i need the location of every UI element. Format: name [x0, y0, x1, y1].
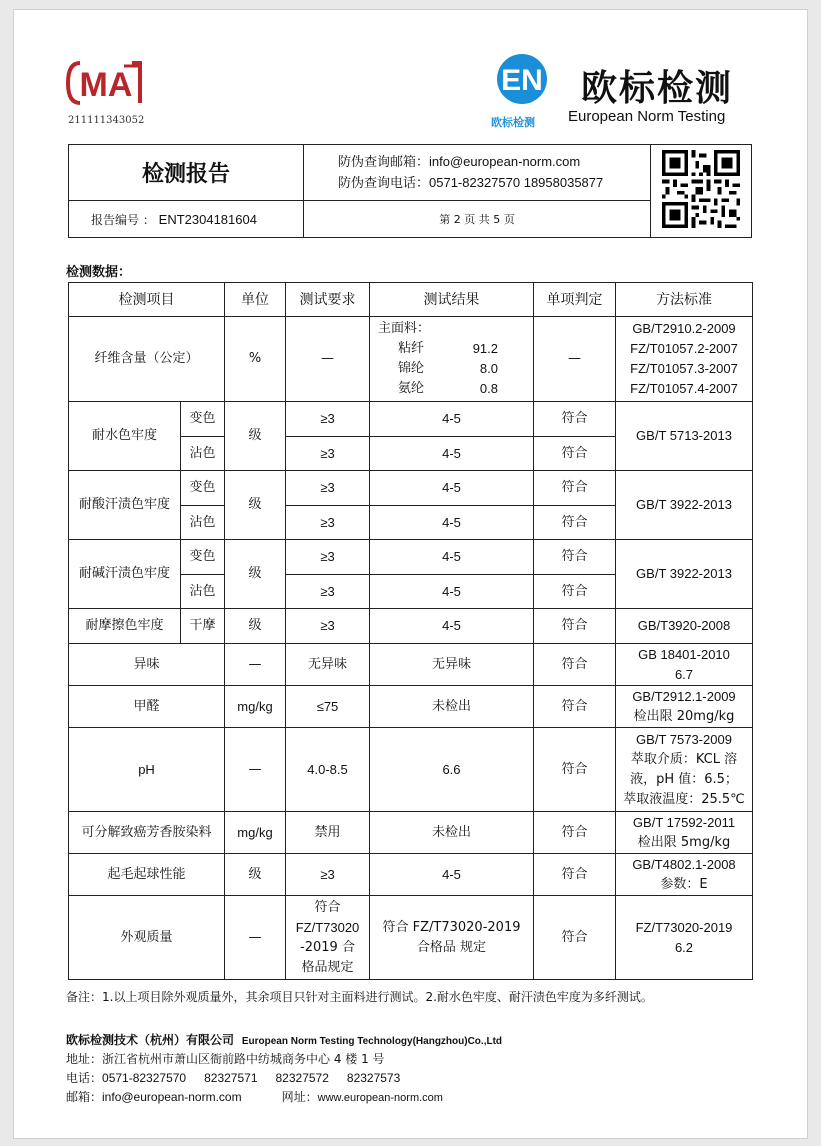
table-row: [69, 609, 753, 644]
requirement-cell: 无异味: [286, 644, 370, 686]
anti-fake-email: info@european-norm.com: [429, 153, 581, 169]
table-row: [69, 728, 753, 812]
email-label: 防伪查询邮箱：: [338, 154, 430, 170]
requirement-cell: ≥3: [286, 540, 370, 575]
sub-item-cell: 干摩: [181, 609, 225, 644]
method-line: 检出限 20mg/kg: [633, 708, 735, 724]
method-line: FZ/T01057.4-2007: [630, 381, 738, 396]
cma-number: 211111343052: [68, 115, 145, 126]
cma-logo: [66, 58, 148, 108]
item-cell: 耐水色牢度: [69, 402, 181, 471]
table-row: [69, 540, 753, 575]
table-row: [69, 471, 753, 506]
sub-item-cell: 变色: [181, 471, 225, 506]
verdict-cell: 符合: [534, 506, 616, 540]
sub-item-cell: 沾色: [181, 437, 225, 471]
method-line: FZ/T01057.3-2007: [630, 361, 738, 376]
col-header-method: 方法标准: [616, 283, 753, 317]
result-cell: 6.6: [370, 728, 534, 812]
unit-cell: %: [225, 317, 286, 402]
footer-contact: [66, 1088, 443, 1105]
result-line: 符合 FZ/T73020-2019: [382, 919, 521, 935]
verdict-cell: 符合: [534, 540, 616, 575]
requirement-cell: 禁用: [286, 812, 370, 854]
item-cell: 可分解致癌芳香胺染料: [69, 812, 225, 854]
test-data-table: [68, 282, 753, 980]
method-line: GB/T2910.2-2009: [632, 321, 736, 336]
report-number: ENT2304181604: [158, 211, 257, 227]
table-row: [69, 317, 753, 402]
report-page: [14, 10, 807, 1138]
requirement-line: FZ/T73020: [295, 919, 360, 935]
brand-name-en: European Norm Testing: [568, 108, 726, 125]
method-line: 液，pH 值：6.5；: [630, 771, 738, 787]
composition-title: 主面料：: [378, 321, 431, 336]
method-cell: [616, 686, 753, 728]
item-cell: pH: [69, 728, 225, 812]
result-cell: [370, 896, 534, 980]
method-cell: GB/T 3922-2013: [616, 471, 753, 540]
company-name-en: European Norm Testing Technology(Hangzhou)Co.,Ltd: [241, 1036, 503, 1047]
method-line: FZ/T73020-2019: [635, 919, 733, 935]
item-cell: 纤维含量（公定）: [69, 317, 225, 402]
result-cell: 4-5: [370, 854, 534, 896]
requirement-cell: ≥3: [286, 437, 370, 471]
result-cell: 4-5: [370, 609, 534, 644]
remarks-note: 备注：1.以上项目除外观质量外，其余项目只针对主面料进行测试。2.耐水色牢度、耐汗渍色牢度为多纤测试。: [66, 990, 653, 1004]
verdict-cell: 符合: [534, 686, 616, 728]
en-logo-icon: [492, 54, 552, 110]
verdict-cell: 符合: [534, 812, 616, 854]
method-line: 6.7: [674, 666, 694, 682]
footer-email-link[interactable]: info@european-norm.com: [102, 1090, 242, 1104]
unit-cell: 级: [225, 402, 286, 471]
unit-cell: —: [225, 644, 286, 686]
method-cell: [616, 812, 753, 854]
requirement-cell: 4.0-8.5: [286, 728, 370, 812]
verdict-cell: 符合: [534, 644, 616, 686]
footer-company: [66, 1031, 502, 1048]
method-line: GB/T4802.1-2008: [632, 856, 736, 872]
svg-text:EN: EN: [501, 64, 543, 97]
requirement-cell: [286, 896, 370, 980]
verdict-cell: —: [534, 317, 616, 402]
phone-number: 0571-82327570: [102, 1071, 187, 1085]
composition-cell: [370, 317, 534, 402]
svg-text:MA: MA: [79, 66, 133, 104]
unit-cell: 级: [225, 471, 286, 540]
table-row: [69, 686, 753, 728]
requirement-cell: ≥3: [286, 506, 370, 540]
col-header-result: 测试结果: [370, 283, 534, 317]
address-text: 浙江省杭州市萧山区衙前路中纺城商务中心 4 楼 1 号: [102, 1052, 385, 1066]
table-header-row: [69, 283, 753, 317]
sub-item-cell: 变色: [181, 540, 225, 575]
method-cell: GB/T 3922-2013: [616, 540, 753, 609]
requirement-cell: ≤75: [286, 686, 370, 728]
result-line: 合格品 规定: [416, 939, 487, 955]
table-row: [69, 644, 753, 686]
fiber-value: 8.0: [479, 361, 498, 376]
method-cell: [616, 896, 753, 980]
method-cell: [616, 644, 753, 686]
company-name-cn: 欧标检测技术（杭州）有限公司: [66, 1033, 235, 1047]
sub-item-cell: 变色: [181, 402, 225, 437]
method-line: GB 18401-2010: [638, 646, 730, 662]
table-row: [69, 896, 753, 980]
method-cell: GB/T 5713-2013: [616, 402, 753, 471]
footer-phones: [66, 1069, 400, 1086]
verdict-cell: 符合: [534, 575, 616, 609]
method-cell: [616, 728, 753, 812]
result-cell: 4-5: [370, 506, 534, 540]
requirement-line: -2019 合: [300, 939, 355, 955]
method-line: 萃取介质：KCL 溶: [630, 751, 738, 767]
sub-item-cell: 沾色: [181, 575, 225, 609]
unit-cell: 级: [225, 609, 286, 644]
method-line: GB/T 17592-2011: [632, 814, 736, 830]
verdict-cell: 符合: [534, 402, 616, 437]
report-title: 检测报告: [69, 145, 304, 201]
method-cell: GB/T3920-2008: [616, 609, 753, 644]
email-label: 邮箱：: [66, 1090, 103, 1104]
method-line: 萃取液温度：25.5℃: [623, 791, 745, 807]
requirement-cell: ≥3: [286, 609, 370, 644]
phone-label: 电话：: [66, 1071, 103, 1085]
method-line: 检出限 5mg/kg: [637, 834, 731, 850]
qr-code-icon: [662, 150, 740, 228]
result-cell: 未检出: [370, 812, 534, 854]
web-label: 网址：: [281, 1090, 318, 1104]
method-cell: [616, 317, 753, 402]
result-cell: 无异味: [370, 644, 534, 686]
phone-number: 82327572: [275, 1071, 329, 1085]
requirement-cell: —: [286, 317, 370, 402]
fiber-name: 粘纤: [398, 341, 425, 356]
verdict-cell: 符合: [534, 896, 616, 980]
item-cell: 耐摩擦色牢度: [69, 609, 181, 644]
requirement-cell: ≥3: [286, 402, 370, 437]
col-header-requirement: 测试要求: [286, 283, 370, 317]
fiber-value: 91.2: [472, 341, 498, 356]
report-number-label: 报告编号 ：: [91, 212, 155, 227]
logo-caption: 欧标检测: [491, 116, 535, 129]
item-cell: 甲醛: [69, 686, 225, 728]
col-header-item: 检测项目: [69, 283, 225, 317]
phone-number: 82327571: [204, 1071, 258, 1085]
result-cell: 4-5: [370, 540, 534, 575]
phone-label: 防伪查询电话：: [338, 175, 430, 191]
section-title: 检测数据：: [66, 265, 132, 280]
table-row: [69, 812, 753, 854]
anti-fake-phone: 0571-82327570 18958035877: [429, 174, 604, 190]
result-cell: 4-5: [370, 471, 534, 506]
verdict-cell: 符合: [534, 437, 616, 471]
method-line: GB/T2912.1-2009: [632, 688, 736, 704]
unit-cell: —: [225, 728, 286, 812]
requirement-line: 符合: [314, 899, 341, 915]
qr-code-cell: [651, 145, 752, 238]
unit-cell: mg/kg: [225, 686, 286, 728]
method-line: GB/T 7573-2009: [636, 731, 732, 747]
sub-item-cell: 沾色: [181, 506, 225, 540]
fiber-name: 氨纶: [398, 381, 425, 396]
contact-info: [304, 145, 651, 201]
requirement-line: 格品规定: [301, 959, 354, 975]
method-line: 参数：E: [660, 876, 708, 892]
verdict-cell: 符合: [534, 728, 616, 812]
item-cell: 外观质量: [69, 896, 225, 980]
unit-cell: —: [225, 896, 286, 980]
method-line: FZ/T01057.2-2007: [630, 341, 738, 356]
col-header-verdict: 单项判定: [534, 283, 616, 317]
unit-cell: 级: [225, 540, 286, 609]
footer-website-link[interactable]: www.european-norm.com: [317, 1092, 443, 1104]
item-cell: 起毛起球性能: [69, 854, 225, 896]
fiber-value: 0.8: [479, 381, 498, 396]
method-line: 6.2: [674, 939, 694, 955]
verdict-cell: 符合: [534, 471, 616, 506]
method-cell: [616, 854, 753, 896]
address-label: 地址：: [66, 1052, 103, 1066]
table-row: [69, 402, 753, 437]
verdict-cell: 符合: [534, 854, 616, 896]
page-info: 第 2 页 共 5 页: [304, 201, 651, 238]
verdict-cell: 符合: [534, 609, 616, 644]
requirement-cell: ≥3: [286, 854, 370, 896]
result-cell: 未检出: [370, 686, 534, 728]
result-cell: 4-5: [370, 575, 534, 609]
brand-name-cn: 欧标检测: [581, 68, 734, 109]
fiber-name: 锦纶: [398, 361, 425, 376]
report-number-cell: [69, 201, 304, 238]
col-header-unit: 单位: [225, 283, 286, 317]
unit-cell: 级: [225, 854, 286, 896]
requirement-cell: ≥3: [286, 575, 370, 609]
item-cell: 异味: [69, 644, 225, 686]
result-cell: 4-5: [370, 402, 534, 437]
result-cell: 4-5: [370, 437, 534, 471]
item-cell: 耐碱汗渍色牢度: [69, 540, 181, 609]
item-cell: 耐酸汗渍色牢度: [69, 471, 181, 540]
report-header-table: [68, 144, 752, 238]
phone-number: 82327573: [346, 1071, 401, 1085]
requirement-cell: ≥3: [286, 471, 370, 506]
footer-address: [66, 1050, 385, 1067]
table-row: [69, 854, 753, 896]
unit-cell: mg/kg: [225, 812, 286, 854]
